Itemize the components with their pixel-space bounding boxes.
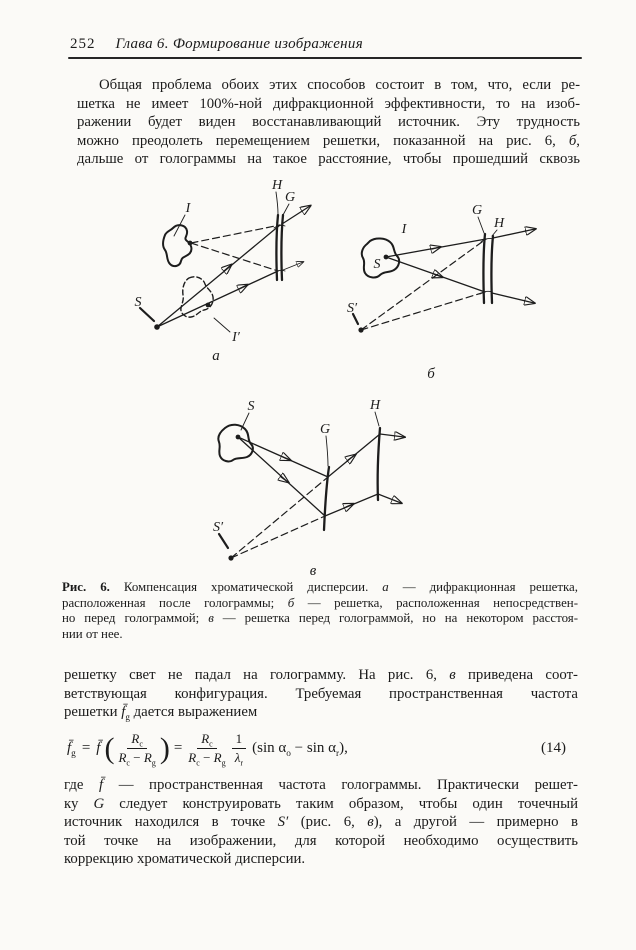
leader-line [276, 192, 278, 214]
label-source-s-prime: S′ [346, 301, 358, 316]
leader-line [375, 412, 379, 426]
ray-arrow [224, 265, 231, 271]
diagram-a [135, 178, 311, 364]
label-grating-g: G [284, 190, 296, 205]
text-line: решетки $f̄_g$ дается выражением [64, 704, 258, 723]
leader-line [214, 318, 230, 332]
ray [238, 437, 325, 516]
label-image-i-prime: I′ [232, 330, 240, 345]
label-image-i: I [401, 222, 407, 237]
equation-lhs: $f̄_g$ [67, 739, 76, 759]
text-line: можно преодолеть перемещением решетки, показанной на рис. 6, б, [77, 132, 580, 149]
ray-arrow [348, 455, 355, 460]
label-source-s: S [134, 295, 142, 310]
paragraph-1 [77, 76, 580, 169]
exit-ray [283, 262, 303, 270]
ray [157, 225, 280, 327]
dashed-ray [361, 239, 486, 330]
label-source-s: S [373, 257, 381, 272]
text-line: ражении будет виден восстанавливающий источник. Эту трудность [77, 114, 580, 131]
caption-line: расположенная после голограммы; б — решетка, расположенная непосредствен- [62, 595, 578, 610]
subfigure-letter-a: а [212, 348, 220, 364]
image-blob-s [218, 425, 252, 462]
text-line: коррекцию хроматической дисперсии. [64, 851, 306, 868]
chapter-title: Глава 6. Формирование изображения [115, 36, 363, 52]
ray [157, 271, 278, 327]
plate-h [378, 428, 380, 500]
equation-14: $f̄_g$ = f̄ ( $\frac{R_c}{R_c - R_g}$ ) = $\frac{R_c}{R_c - R_g}$ $\frac{1}{\lambda_r}$ (sin $\alpha_o - \sin \alpha_r$), (14) [67, 730, 566, 768]
text-line: дальше от голограммы на такое расстояние, чтобы прошедший сквозь [77, 151, 580, 168]
diagram-b [347, 203, 535, 382]
equation-number: (14) [541, 739, 566, 756]
label-source-s: S [247, 399, 255, 414]
label-hologram-h: H [493, 216, 505, 231]
leader-line [326, 436, 328, 466]
label-image-i: I [185, 201, 191, 216]
fraction [232, 730, 247, 768]
caption-line: нии от нее. [62, 627, 123, 642]
figure-6-diagrams [60, 170, 580, 580]
ray-arrow [239, 285, 247, 289]
text-line: решетку свет не падал на голограмму. На рис. 6, в приведена соот- [64, 667, 578, 683]
leader-line [283, 204, 289, 215]
fraction-numerator: $R_c$ [197, 731, 217, 749]
fraction [188, 730, 226, 768]
subfigure-letter-b: б [427, 366, 435, 382]
leader-line [140, 308, 154, 321]
text-line: той точке на изображении, для которой необходимо осуществить [64, 832, 578, 849]
label-hologram-h: H [271, 178, 283, 193]
diagram-v [213, 398, 404, 579]
text-line: ветствующая конфигурация. Требуемая пространственная частота [64, 685, 578, 702]
text-line: Общая проблема обоих этих способов состоит в том, что, если ре- [99, 77, 580, 93]
text-line: шетка не имеет 100%-ной дифракционной эффективности, то на изоб- [77, 95, 580, 112]
leader-line [478, 217, 484, 233]
figure-caption [62, 580, 578, 643]
caption-line: Рис. 6. Компенсация хроматической дисперсии. а — дифракционная решетка, [62, 580, 578, 594]
equation-tail: (sin $\alpha_o - \sin \alpha_r$), [252, 739, 348, 759]
dashed-ray [191, 225, 280, 243]
dashed-ray [231, 477, 328, 558]
label-grating-g: G [319, 422, 331, 437]
running-head [70, 36, 582, 53]
fraction-denominator: $R_c - R_g$ [188, 749, 226, 768]
fraction-numerator: 1 [232, 731, 247, 749]
equals-sign: = [173, 739, 183, 756]
fraction-denominator: $R_c - R_g$ [118, 749, 156, 768]
fraction [118, 730, 156, 768]
caption-line: но перед голограммой; в — решетка перед голограммой, но на некотором расстоя- [62, 611, 578, 626]
image-blob-i [163, 225, 191, 266]
exit-ray [380, 434, 404, 437]
image-blob-i-prime [181, 277, 213, 317]
exit-ray [378, 494, 401, 503]
dashed-ray [361, 292, 485, 330]
page-number: 252 [70, 36, 96, 52]
text-line: источник находился в точке S′ (рис. 6, в), а другой — примерно в [64, 814, 578, 831]
subfigure-letter-v: в [309, 563, 317, 579]
fraction-denominator: $\lambda_r$ [234, 749, 244, 768]
text-line: где f̄ — пространственная частота голограммы. Практически решет- [64, 777, 578, 793]
label-source-s-prime: S′ [212, 520, 224, 535]
equation-coefficient: f̄ [96, 739, 101, 756]
equals-sign: = [81, 739, 91, 756]
paragraph-3 [64, 776, 578, 869]
header-rule [68, 57, 582, 59]
dashed-ray [231, 516, 325, 558]
text-line: ку G следует конструировать таким образом, чтобы один точечный [64, 795, 579, 812]
exit-ray [492, 293, 534, 303]
paragraph-2 [64, 666, 578, 722]
ray-arrow [281, 477, 288, 482]
ray-arrow [283, 457, 290, 460]
leader-line [219, 534, 228, 548]
label-grating-g: G [471, 203, 483, 218]
fraction-numerator: $R_c$ [127, 731, 147, 749]
label-hologram-h: H [369, 398, 381, 413]
dashed-ray [191, 243, 278, 271]
